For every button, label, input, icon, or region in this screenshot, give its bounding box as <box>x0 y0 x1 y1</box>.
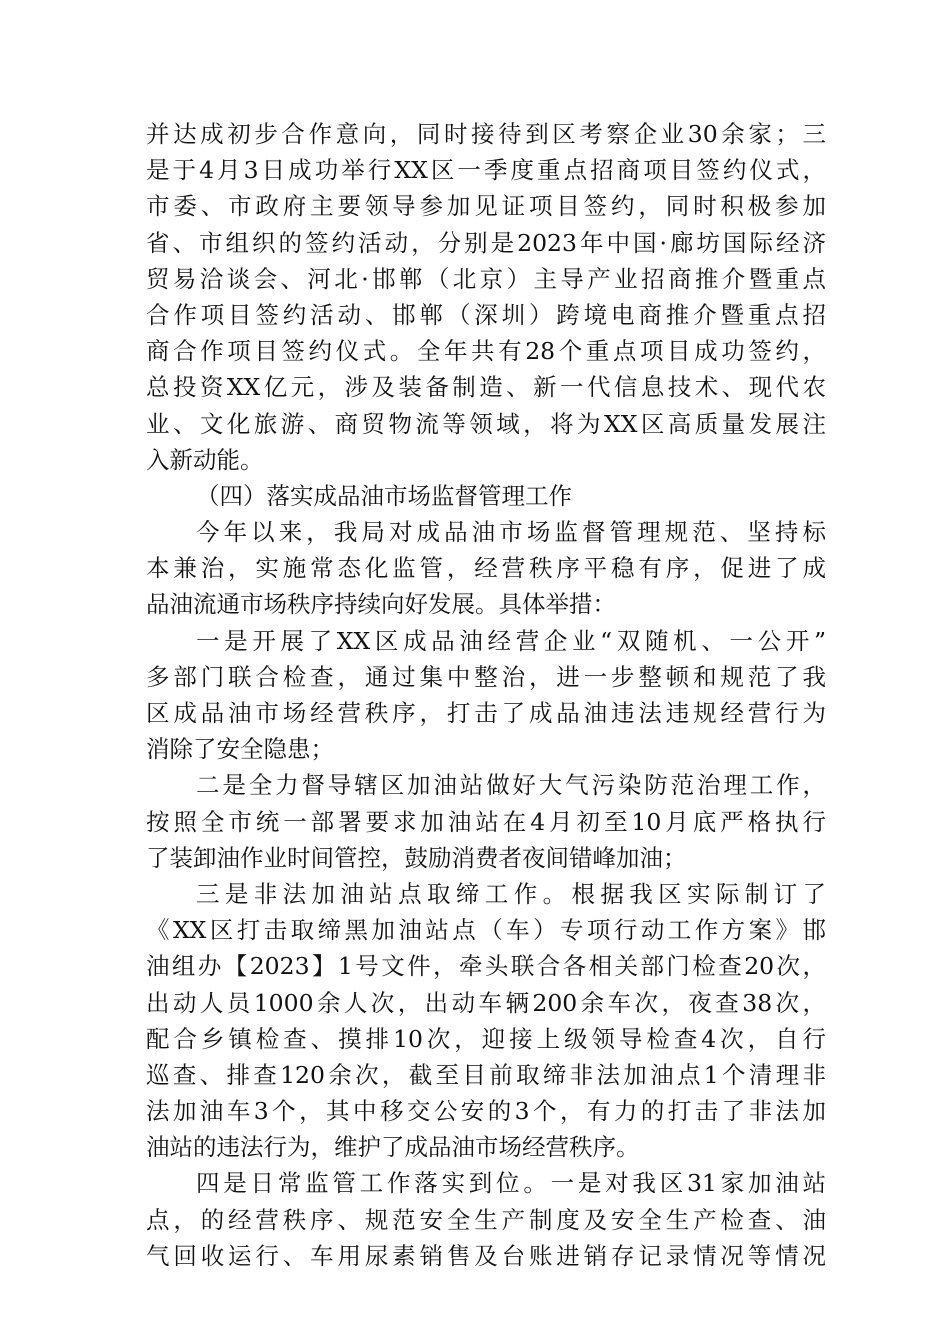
text-line: 点，的经营秩序、规范安全生产制度及安全生产检查、油 <box>146 1205 826 1234</box>
text-line: 并达成初步合作意向，同时接待到区考察企业30余家；三 <box>146 120 826 148</box>
text-line: 本兼治，实施常态化监管，经营秩序平稳有序，促进了成 <box>146 554 826 583</box>
text-line: 合作项目签约活动、邯郸（深圳）跨境电商推介暨重点招 <box>146 300 826 329</box>
text-line: 品油流通市场秩序持续向好发展。具体举措： <box>146 590 616 619</box>
text-line: 配合乡镇检查、摸排10次，迎接上级领导检查4次，自行 <box>146 1024 826 1053</box>
text-line: 油站的违法行为，维护了成品油市场经营秩序。 <box>146 1133 640 1162</box>
text-line: 市委、市政府主要领导参加见证项目签约，同时积极参加 <box>146 192 826 221</box>
paragraph-first-line: 四是日常监管工作落实到位。一是对我区31家加油站 <box>196 1169 826 1198</box>
text-line: 巡查、排查120余次，截至目前取缔非法加油点1个清理非 <box>146 1060 826 1089</box>
text-line: 出动人员1000余人次，出动车辆200余车次，夜查38次， <box>146 988 826 1017</box>
section-heading: （四）落实成品油市场监督管理工作 <box>196 481 572 510</box>
text-line: 法加油车3个，其中移交公安的3个，有力的打击了非法加 <box>146 1097 826 1126</box>
text-line: 消除了安全隐患； <box>146 735 334 764</box>
text-line: 油组办【2023】1号文件，牵头联合各相关部门检查20次， <box>146 952 826 981</box>
paragraph-first-line: 今年以来，我局对成品油市场监督管理规范、坚持标 <box>196 518 826 547</box>
text-line: 总投资XX亿元，涉及装备制造、新一代信息技术、现代农 <box>146 373 826 402</box>
text-line: 按照全市统一部署要求加油站在4月初至10月底严格执行 <box>146 807 826 836</box>
paragraph-first-line: 二是全力督导辖区加油站做好大气污染防范治理工作， <box>196 771 826 800</box>
text-line: 入新动能。 <box>146 445 264 474</box>
paragraph-first-line: 一是开展了XX区成品油经营企业“双随机、一公开” <box>196 626 826 655</box>
text-line: 业、文化旅游、商贸物流等领域，将为XX区高质量发展注 <box>146 409 826 438</box>
text-line: 商合作项目签约仪式。全年共有28个重点项目成功签约， <box>146 337 826 366</box>
text-line: 多部门联合检查，通过集中整治，进一步整顿和规范了我 <box>146 662 826 691</box>
paragraph-first-line: 三是非法加油站点取缔工作。根据我区实际制订了 <box>196 879 826 908</box>
text-line: 是于4月3日成功举行XX区一季度重点招商项目签约仪式， <box>146 156 826 185</box>
text-line: 了装卸油作业时间管控，鼓励消费者夜间错峰加油； <box>146 843 687 872</box>
text-line: 贸易洽谈会、河北·邯郸（北京）主导产业招商推介暨重点 <box>146 264 826 293</box>
document-body <box>146 116 826 1274</box>
text-line: 《XX区打击取缔黑加油站点（车）专项行动工作方案》邯 <box>146 916 826 945</box>
text-line: 气回收运行、车用尿素销售及台账进销存记录情况等情况 <box>146 1241 826 1270</box>
text-line: 省、市组织的签约活动，分别是2023年中国·廊坊国际经济 <box>146 228 826 257</box>
text-line: 区成品油市场经营秩序，打击了成品油违法违规经营行为 <box>146 699 826 727</box>
